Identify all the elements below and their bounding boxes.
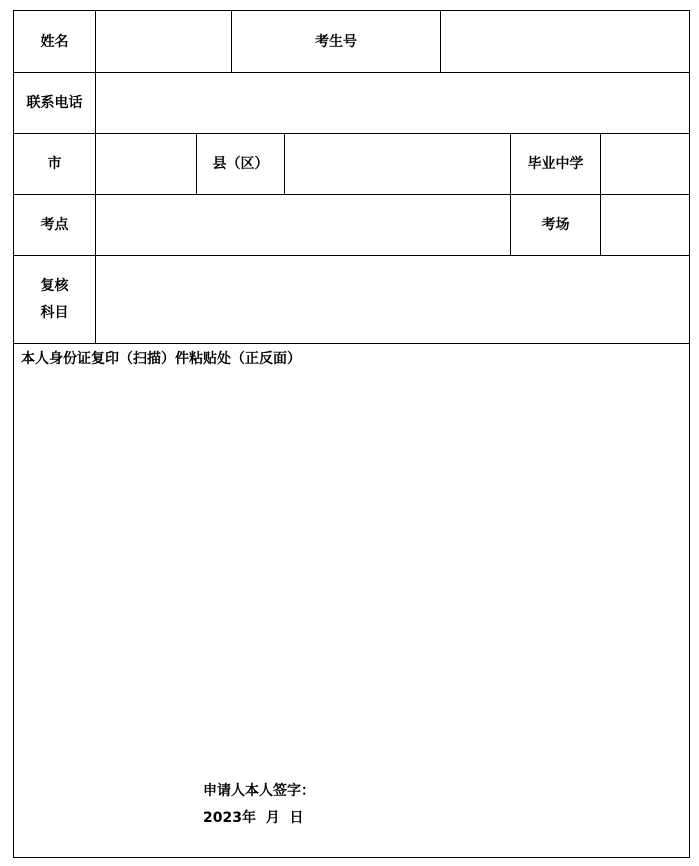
review-label-line2: 科目 — [40, 304, 69, 321]
county-label: 县（区） — [212, 156, 269, 172]
id-paste-area[interactable] — [14, 344, 689, 857]
name-label-cell — [14, 11, 95, 72]
exam-no-label: 考生号 — [315, 33, 357, 50]
date-line: 2023年 月 日 — [203, 810, 304, 826]
county-label-cell — [197, 134, 284, 194]
review-label-line1: 复核 — [40, 277, 69, 294]
exam-no-field[interactable] — [441, 11, 689, 72]
school-label-cell — [511, 134, 600, 194]
name-field[interactable] — [96, 11, 231, 72]
city-label: 市 — [47, 156, 62, 172]
room-field[interactable] — [601, 195, 689, 255]
phone-field[interactable] — [96, 73, 689, 133]
county-field[interactable] — [285, 134, 510, 194]
phone-label-cell — [14, 73, 95, 133]
review-label-cell — [14, 256, 95, 343]
room-label: 考场 — [541, 217, 570, 233]
phone-label: 联系电话 — [26, 95, 83, 111]
site-label: 考点 — [40, 217, 69, 233]
school-field[interactable] — [601, 134, 689, 194]
site-label-cell — [14, 195, 95, 255]
city-field[interactable] — [96, 134, 196, 194]
school-label: 毕业中学 — [527, 156, 584, 172]
review-subjects-field[interactable] — [96, 256, 689, 343]
id-paste-label: 本人身份证复印（扫描）件粘贴处（正反面） — [21, 351, 301, 367]
site-field[interactable] — [96, 195, 510, 255]
city-label-cell — [14, 134, 95, 194]
signature-label: 申请人本人签字： — [203, 783, 315, 799]
exam-no-label-cell — [232, 11, 440, 72]
room-label-cell — [511, 195, 600, 255]
name-label: 姓名 — [40, 33, 69, 50]
